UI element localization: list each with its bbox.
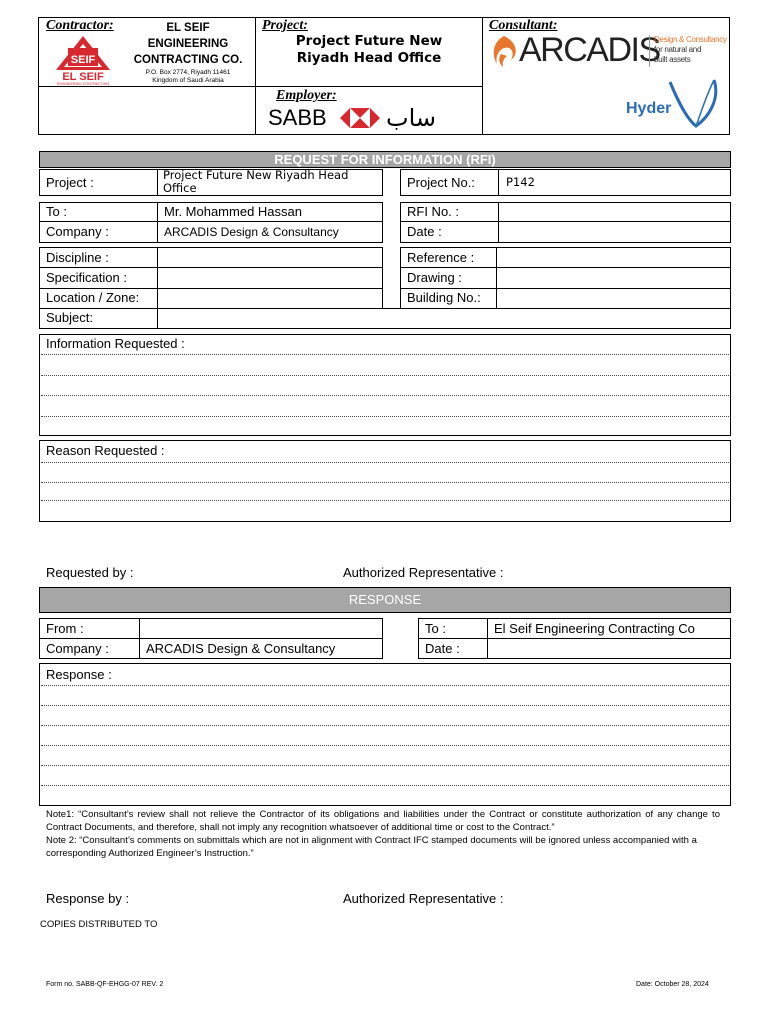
sabb-name: SABB [268,105,327,130]
writing-line [41,785,729,786]
sabb-arabic-name: ساب [386,104,437,132]
response-authorized-representative-label: Authorized Representative : [343,891,504,906]
response-area[interactable] [39,663,731,806]
arcadis-name: ARCADIS [519,31,660,69]
response-from-label: From : [46,621,84,636]
drawing-field[interactable] [497,268,730,288]
writing-line [41,395,729,396]
date-label: Date : [407,224,442,239]
arcadis-flame-icon [489,34,519,68]
writing-line [41,482,729,483]
sabb-hexagon-icon [340,108,380,128]
writing-line [41,685,729,686]
company-label: Company : [46,224,109,239]
hyder-logo [626,76,722,130]
note-1: Note1: “Consultant’s review shall not relieve the Contractor of its obligations and liabilities under the Contract or constitute authorization of any change to Contract Documents, and therefore, shall not imply any recognition whatsoever of additional time or cost to the Contract.” [46,809,720,833]
cell-divider [498,169,499,196]
header-divider [482,17,483,135]
information-requested-label: Information Requested : [46,336,185,351]
writing-line [41,416,729,417]
reference-field[interactable] [497,248,730,267]
project-no-field[interactable]: P142 [506,175,535,189]
contractor-name [120,20,256,68]
discipline-field[interactable] [158,248,382,267]
contractor-label: Contractor: [46,18,114,33]
response-date-label: Date : [425,641,460,656]
company-field[interactable]: ARCADIS Design & Consultancy [164,225,339,239]
reason-requested-label: Reason Requested : [46,443,165,458]
form-number: Form no. SABB-QF-EHGG-07 REV. 2 [46,981,164,988]
arcadis-divider [649,35,650,67]
contractor-address-line: P.O. Box 2774, Riyadh 11461 [145,69,231,76]
writing-line [41,354,729,355]
header-divider [38,86,256,87]
response-label: Response : [46,667,112,682]
writing-line [41,500,729,501]
response-to-field[interactable]: El Seif Engineering Contracting Co [494,621,695,636]
footer-date: Date: October 28, 2024 [636,981,709,988]
response-to-label: To : [425,621,446,636]
drawing-label: Drawing : [407,270,462,285]
discipline-label: Discipline : [46,250,109,265]
response-company-field[interactable]: ARCADIS Design & Consultancy [146,641,336,656]
response-title-bar: RESPONSE [39,587,731,613]
hyder-name: Hyder [626,100,672,117]
arcadis-logo [489,33,727,69]
writing-line [41,375,729,376]
contractor-name-line: ENGINEERING [147,38,229,50]
row-divider [39,638,383,639]
response-date-field[interactable] [488,639,730,658]
copies-distributed-label: COPIES DISTRIBUTED TO [40,919,158,930]
elseif-logo [48,34,118,86]
writing-line [41,705,729,706]
response-company-label: Company : [46,641,109,656]
project-no-label: Project No.: [407,175,475,190]
writing-line [41,765,729,766]
writing-line [41,745,729,746]
to-field[interactable]: Mr. Mohammed Hassan [164,204,302,219]
specification-field[interactable] [158,268,382,288]
contractor-name-line: CONTRACTING CO. [133,54,243,66]
svg-text:SEIF: SEIF [70,54,96,66]
rfi-no-field[interactable] [499,203,730,221]
building-no-label: Building No.: [407,290,481,305]
writing-line [41,462,729,463]
to-label: To : [46,204,67,219]
cell-divider [157,202,158,243]
authorized-representative-label: Authorized Representative : [343,565,504,580]
reference-label: Reference : [407,250,475,265]
project-header-line: Project Future New [295,33,443,49]
specification-label: Specification : [46,270,127,285]
location-label: Location / Zone: [46,290,140,305]
date-field[interactable] [499,222,730,242]
location-field[interactable] [158,289,382,308]
building-no-field[interactable] [497,289,730,308]
project-header-line: Riyadh Head Office [296,50,442,66]
arcadis-tagline-line: built assets [654,55,691,64]
writing-line [41,725,729,726]
response-by-label: Response by : [46,891,130,906]
subject-field[interactable] [158,309,730,328]
employer-label: Employer: [276,88,337,103]
elseif-logo-subtext: ENGINEERING CONTRACTING [56,82,110,86]
hyder-swoosh-icon [666,76,722,130]
rfi-title-bar: REQUEST FOR INFORMATION (RFI) [39,151,731,168]
row-divider [39,221,383,222]
project-label: Project : [46,175,94,190]
consultant-label: Consultant: [489,18,558,33]
elseif-logo-text: EL SEIF [62,71,104,83]
arcadis-tagline [654,35,727,65]
note-2: Note 2: “Consultant’s comments on submittals which are not in alignment with Contract IFC stamped documents will be ignored unless accompanied with a corresponding Authorized Engineer’s Instruction.” [46,835,697,859]
sabb-logo [268,104,458,132]
contractor-name-line: EL SEIF [166,22,210,34]
project-header-name [262,33,476,67]
contractor-address [120,69,256,85]
subject-label: Subject: [46,310,93,325]
rfi-no-label: RFI No. : [407,204,460,219]
arcadis-tagline-line: Design & Consultancy [654,35,727,44]
project-field[interactable]: Project Future New Riyadh Head Office [163,168,349,195]
cell-divider [157,169,158,196]
requested-by-label: Requested by : [46,565,134,580]
response-from-field[interactable] [140,619,382,638]
header-divider [255,86,483,87]
contractor-address-line: Kingdom of Saudi Arabia [152,77,224,84]
project-header-label: Project: [262,18,308,33]
arcadis-tagline-line: for natural and [654,45,702,54]
